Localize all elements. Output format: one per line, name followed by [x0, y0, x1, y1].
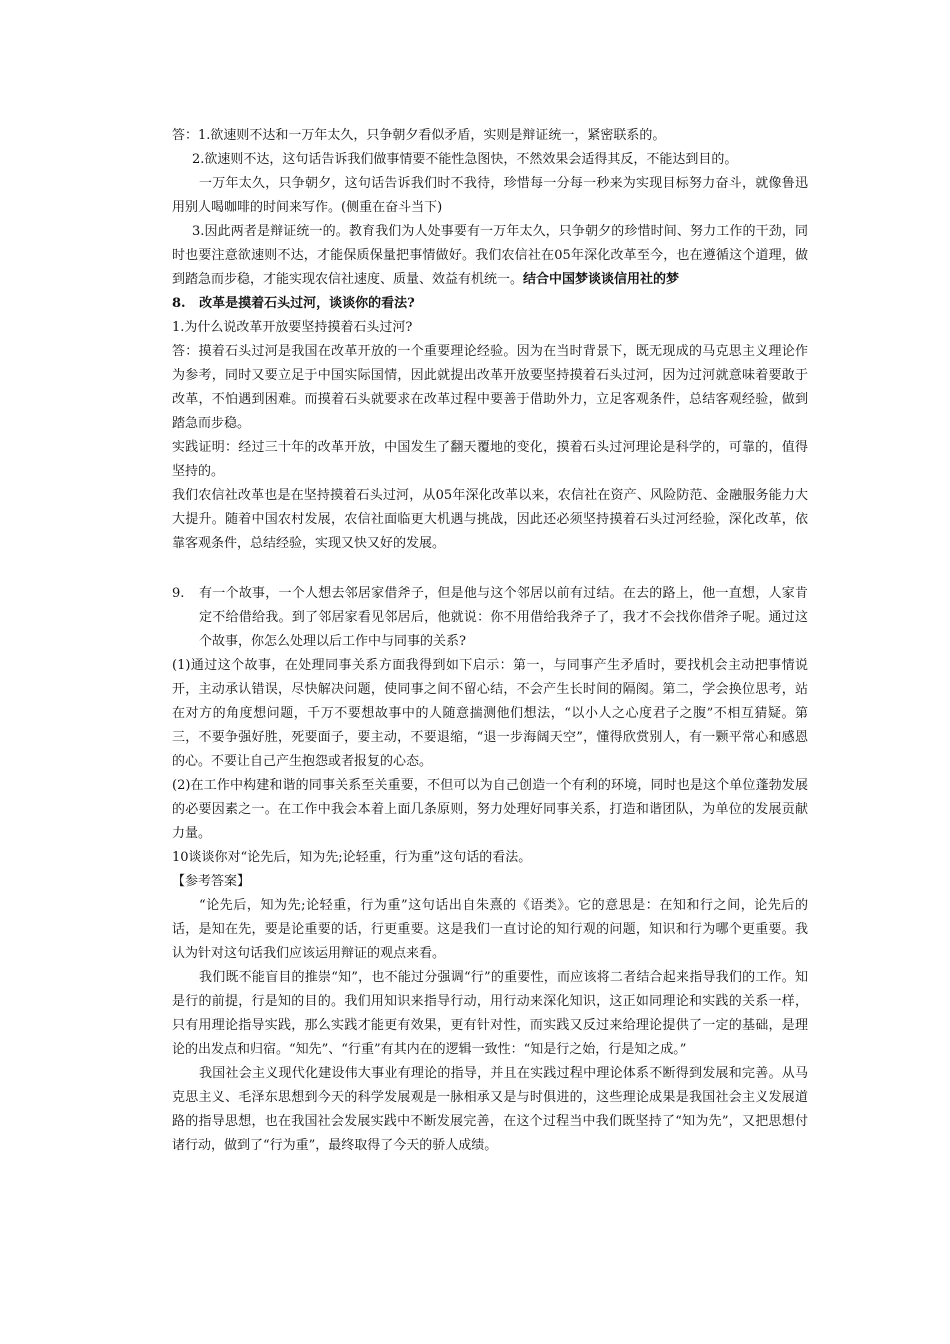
- answer7-point3-bold: 结合中国梦谈谈信用社的梦: [523, 272, 680, 287]
- question8-subquestion: 1.为什么说改革开放要坚持摸着石头过河?: [172, 320, 413, 335]
- question8-practice: 实践证明：经过三十年的改革开放，中国发生了翻天覆地的变化，摸着石头过河理论是科学的，可靠的，值得坚持的。: [172, 440, 808, 479]
- question8-title: 8. 改革是摸着石头过河，谈谈你的看法?: [172, 296, 415, 311]
- answer7-point2-detail: 一万年太久，只争朝夕，这句话告诉我们时不我待，珍惜每一分每一秒来为实现目标努力奋斗，就像鲁迅用别人喝咖啡的时间来写作。(侧重在奋斗当下): [172, 176, 808, 215]
- question8-answer: 答：摸着石头过河是我国在改革开放的一个重要理论经验。因为在当时背景下，既无现成的马克思主义理论作为参考，同时又要立足于中国实际国情，因此就提出改革开放要坚持摸着石头过河，因为过河就意味着要敢于改革，不怕遇到困难。而摸着石头就要求在改革过程中要善于借助外力，立足客观条件，总结客观经验，做到踏急而步稳。: [172, 344, 808, 431]
- answer7-point3: [172, 220, 808, 292]
- question10-paragraph3: 我国社会主义现代化建设伟大事业有理论的指导，并且在实践过程中理论体系不断得到发展和完善。从马克思主义、毛泽东思想到今天的科学发展观是一脉相承又是与时俱进的，这些理论成果是我国社会主义发展道路的指导思想，也在我国社会发展实践中不断发展完善，在这个过程当中我们既坚持了“知为先”，又把思想付诸行动，做到了“行为重”，最终取得了今天的骄人成绩。: [172, 1066, 808, 1153]
- question10-paragraph1: “论先后，知为先;论轻重，行为重”这句话出自朱熹的《语类》。它的意思是：在知和行之间，论先后的话，是知在先，要是论重要的话，行更重要。这是我们一直讨论的知行观的问题，知识和行为哪个更重要。我认为针对这句话我们应该运用辩证的观点来看。: [172, 898, 808, 961]
- document-body: [172, 124, 808, 1158]
- question10-title: 10谈谈你对“论先后，知为先;论轻重，行为重”这句话的看法。: [172, 850, 532, 865]
- answer7-point3-text: 3.因此两者是辩证统一的。教育我们为人处事要有一万年太久，只争朝夕的珍惜时间、努力工作的干劲，同时也要注意欲速则不达，才能保质保量把事情做好。我们农信社在05年深化改革至今，也在遵循这个道理，做到踏急而步稳，才能实现农信社速度、质量、效益有机统一。: [172, 224, 808, 287]
- question10-reference-label: 【参考答案】: [172, 874, 251, 889]
- question9-answer1: (1)通过这个故事，在处理同事关系方面我得到如下启示：第一，与同事产生矛盾时，要找机会主动把事情说开，主动承认错误，尽快解决问题，使同事之间不留心结，不会产生长时间的隔阂。第二，学会换位思考，站在对方的角度想问题，千万不要想故事中的人随意揣测他们想法，“以小人之心度君子之腹”不相互猜疑。第三，不要争强好胜，死要面子，要主动，不要退缩，“退一步海阔天空”，懂得欣赏别人，有一颗平常心和感恩的心。不要让自己产生抱怨或者报复的心态。: [172, 658, 808, 769]
- question9-text: 有一个故事，一个人想去邻居家借斧子，但是他与这个邻居以前有过结。在去的路上，他一直想，人家肯定不给借给我。到了邻居家看见邻居后，他就说：你不用借给我斧子了，我才不会找你借斧子呢。通过这个故事，你怎么处理以后工作中与同事的关系?: [199, 586, 808, 649]
- question9-number: 9.: [172, 586, 185, 601]
- question9: [172, 582, 808, 654]
- question8-rural-credit: 我们农信社改革也是在坚持摸着石头过河，从05年深化改革以来，农信社在资产、风险防范、金融服务能力大大提升。随着中国农村发展，农信社面临更大机遇与挑战，因此还必须坚持摸着石头过河经验，深化改革，依靠客观条件，总结经验，实现又快又好的发展。: [172, 488, 808, 551]
- question9-answer2: (2)在工作中构建和谐的同事关系至关重要，不但可以为自己创造一个有利的环境，同时也是这个单位蓬勃发展的必要因素之一。在工作中我会本着上面几条原则，努力处理好同事关系，打造和谐团队，为单位的发展贡献力量。: [172, 778, 808, 841]
- question10-paragraph2: 我们既不能盲目的推崇“知”，也不能过分强调“行”的重要性，而应该将二者结合起来指导我们的工作。知是行的前提，行是知的目的。我们用知识来指导行动，用行动来深化知识，这正如同理论和实践的关系一样，只有用理论指导实践，那么实践才能更有效果，更有针对性，而实践又反过来给理论提供了一定的基础，是理论的出发点和归宿。“知先”、“行重”有其内在的逻辑一致性：“知是行之始，行是知之成。”: [172, 970, 808, 1057]
- answer7-line1: 答：1.欲速则不达和一万年太久，只争朝夕看似矛盾，实则是辩证统一，紧密联系的。: [172, 128, 666, 143]
- answer7-point2: 2.欲速则不达，这句话告诉我们做事情要不能性急图快，不然效果会适得其反，不能达到目的。: [192, 152, 738, 167]
